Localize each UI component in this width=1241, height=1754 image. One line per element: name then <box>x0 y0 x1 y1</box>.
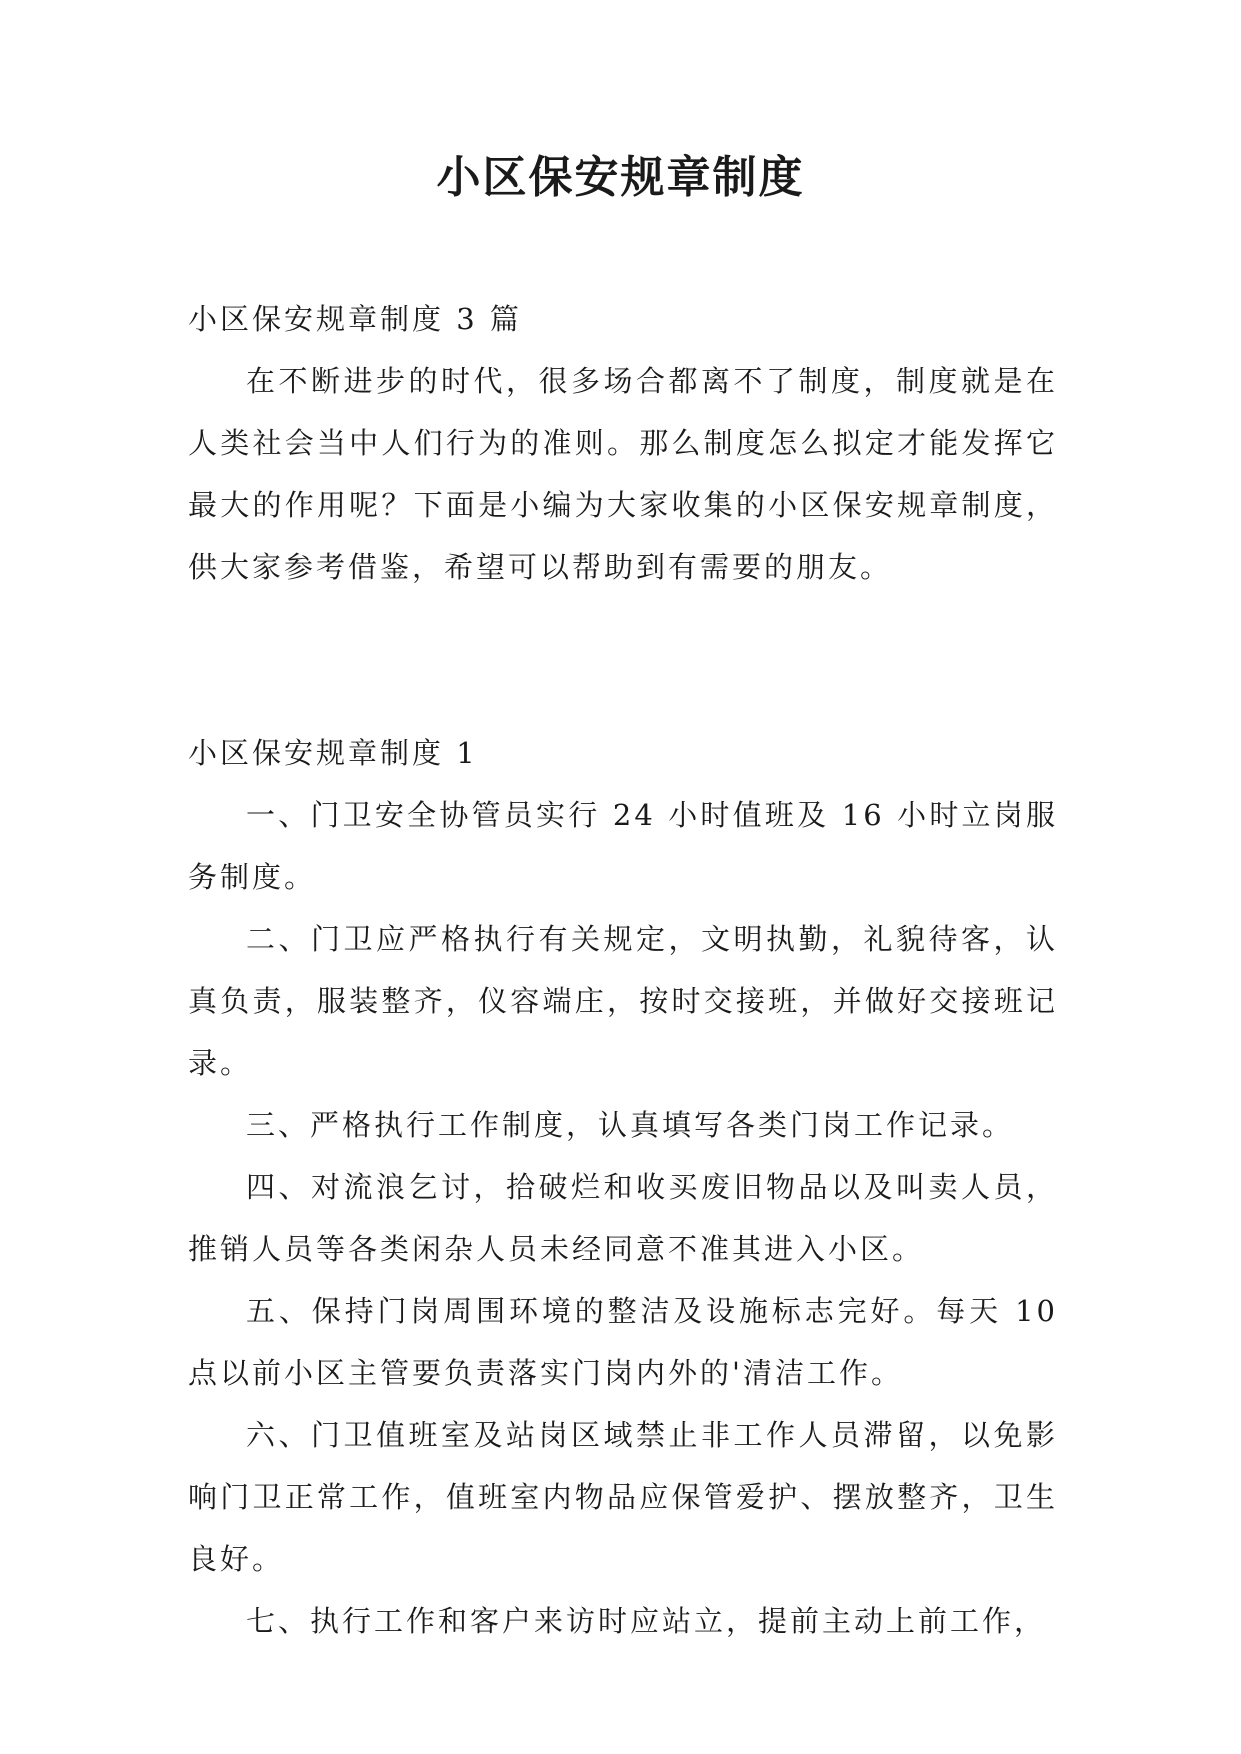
rule-item-5: 五、保持门岗周围环境的整洁及设施标志完好。每天 10 点以前小区主管要负责落实门岗内外的'清洁工作。 <box>188 1294 1058 1390</box>
document-subtitle: 小区保安规章制度 3 篇 <box>188 302 522 336</box>
section-spacer <box>188 598 1058 722</box>
rule-item-1: 一、门卫安全协管员实行 24 小时值班及 16 小时立岗服务制度。 <box>188 798 1058 894</box>
document-title: 小区保安规章制度 <box>436 152 805 203</box>
intro-paragraph: 在不断进步的时代，很多场合都离不了制度，制度就是在人类社会当中人们行为的准则。那么制度怎么拟定才能发挥它最大的作用呢？下面是小编为大家收集的小区保安规章制度，供大家参考借鉴，希望可以帮助到有需要的朋友。 <box>188 364 1058 584</box>
rule-item-6: 六、门卫值班室及站岗区域禁止非工作人员滞留，以免影响门卫正常工作，值班室内物品应保管爱护、摆放整齐，卫生良好。 <box>188 1418 1058 1576</box>
document-body <box>188 288 1058 1652</box>
rule-item-3: 三、严格执行工作制度，认真填写各类门岗工作记录。 <box>246 1108 1015 1142</box>
rule-item-7: 七、执行工作和客户来访时应站立，提前主动上前工作， <box>246 1604 1047 1638</box>
rule-item-4: 四、对流浪乞讨，拾破烂和收买废旧物品以及叫卖人员，推销人员等各类闲杂人员未经同意不准其进入小区。 <box>188 1170 1058 1266</box>
rule-item-2: 二、门卫应严格执行有关规定，文明执勤，礼貌待客，认真负责，服装整齐，仪容端庄，按时交接班，并做好交接班记录。 <box>188 922 1058 1080</box>
section-heading: 小区保安规章制度 1 <box>188 736 478 770</box>
